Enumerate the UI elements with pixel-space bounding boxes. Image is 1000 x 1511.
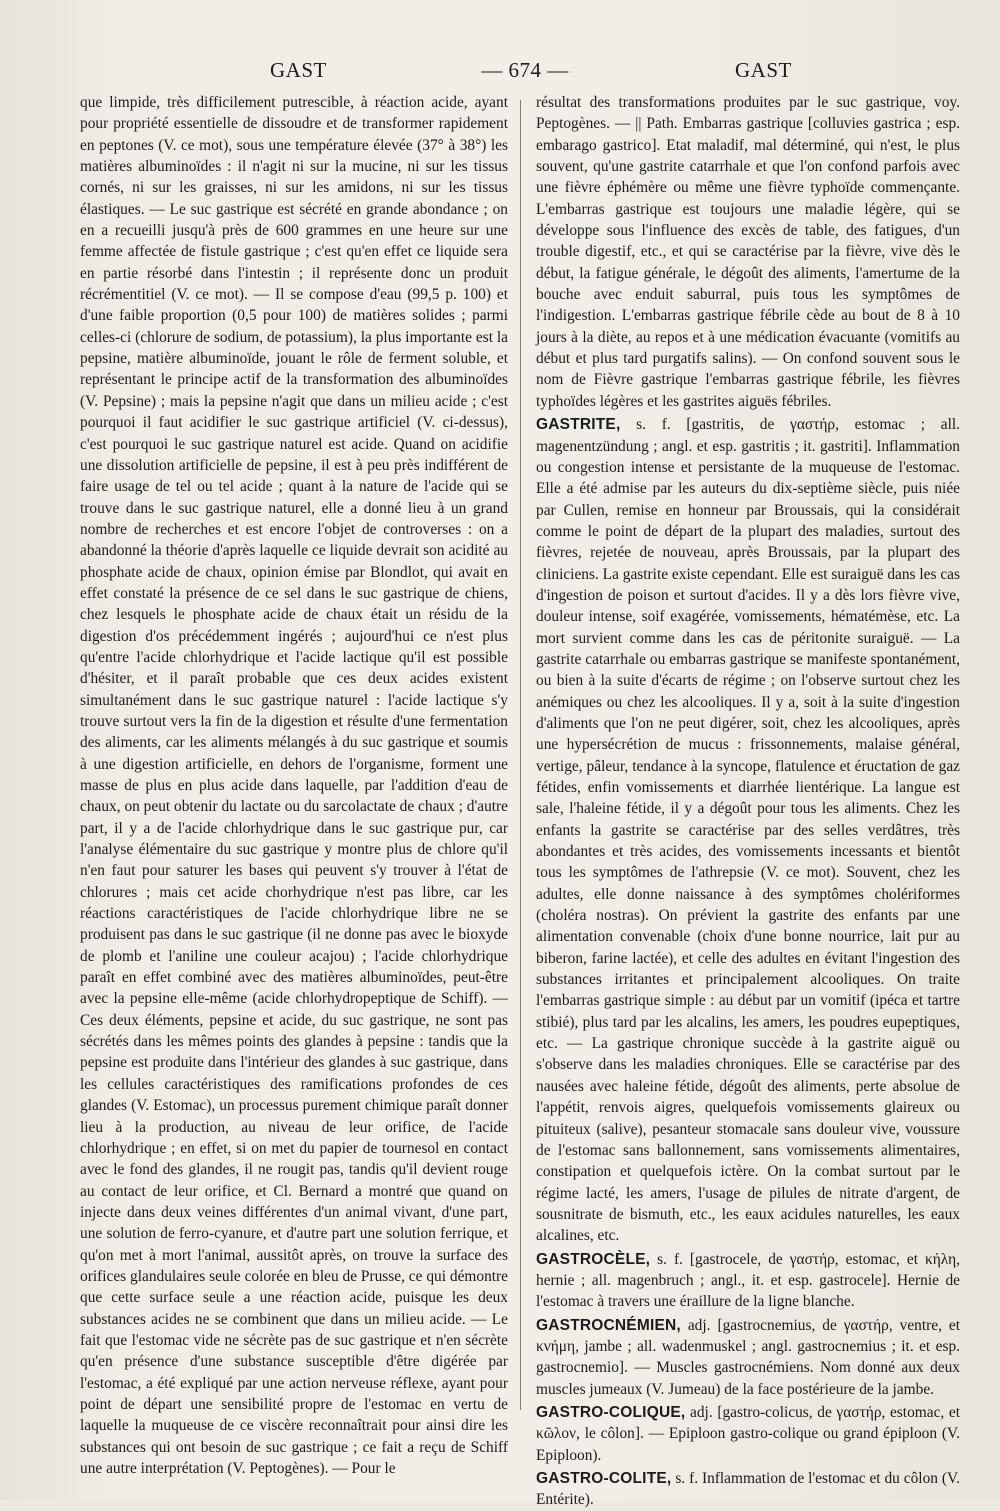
left-column-text: que limpide, très difficilement putrescible, à réaction acide, ayant pour propriété essentielle de dissoudre et de transformer rapidement en peptones (V. ce mot), sous une température élevée (37° à 38°) les matières albuminoïdes : il n'agit ni sur la mucine, ni sur les tissus cornés, ni sur les graisses, ni sur les amidons, ni sur les tissus élastiques. — Le suc gastrique est sécrété en grande abondance ; on en a recueilli jusqu'à près de 600 grammes en une heure sur une femme affectée de fistule gastrique ; c'est qu'en effet ce liquide sera en partie résorbé dans l'intestin ; il représente donc un produit récrémentitiel (V. ce mot). — Il se compose d'eau (99,5 p. 100) et d'une faible proportion (0,5 pour 100) de matières solides ; parmi celles-ci (chlorure de sodium, de potassium), la plus importante est la pepsine, matière albuminoïde, jouant le rôle de ferment soluble, et représentant le principe actif de la transformation des albuminoïdes (V. Pepsine) ; mais la pepsine n'agit que dans un milieu acide ; c'est pourquoi il faut acidifier le suc gastrique artificiel (V. ci-dessus), c'est pourquoi le suc gastrique naturel est acide. Quand on acidifie une dissolution artificielle de pepsine, il est à peu près indifférent de faire usage de tel ou tel acide ; quant à la nature de l'acide qui se trouve dans le suc gastrique naturel, elle a donné lieu à un grand nombre de recherches et est encore l'objet de controverses : on a abandonné la théorie d'après laquelle ce liquide devrait son acidité au phosphate acide de chaux, opinion émise par Blondlot, qui avait en effet constaté la présence de ce sel dans le suc gastrique de chiens, chez lesquels le phosphate acide de chaux était un résidu de la digestion d'os précédemment ingérés ; aujourd'hui ce n'est plus qu'entre l'acide chlorhydrique et l'acide lactique qu'il est possible d'hésiter, et il paraît probable que ces deux acides existent simultanément dans le suc gastrique naturel : l'acide lactique s'y trouve surtout vers la fin de la digestion et résulte d'une fermentation des aliments, car les aliments mélangés à du suc gastrique et soumis à une digestion artificielle, en dehors de l'organisme, forment une masse de plus en plus acide dans laquelle, par l'addition d'eau de chaux, on peut obtenir du lactate ou du sarcolactate de chaux ; d'autre part, il y a de l'acide chlorhydrique dans le suc gastrique pur, car l'analyse élémentaire du suc gastrique y montre plus de chlore qu'il n'en faut pour saturer les bases qui peuvent s'y trouver à l'état de chlorures ; mais cet acide chorhydrique n'est pas libre, car les réactions caractéristiques de l'acide chlorhydrique libre ne se produisent pas dans le suc gastrique (il ne donne pas avec le bioxyde de plomb et l'aniline une couleur acajou) ; l'acide chlorhydrique paraît en effet combiné avec des matières albuminoïdes, peut-être avec la pepsine elle-même (acide chlorhydropeptique de Schiff). — Ces deux éléments, pepsine et acide, du suc gastrique, ne sont pas sécrétés dans les mêmes points des glandes à pepsine : tandis que la pepsine est produite dans l'intérieur des glandes à suc gastrique, dans les cellules caractéristiques des ramifications profondes de ces glandes (V. Estomac), un processus purement chimique paraît donner lieu à la production, au niveau de leur orifice, de l'acide chlorhydrique ; en effet, si on met du papier de tournesol en contact avec le fond des glandes, il ne rougit pas, tandis qu'il devient rouge au contact de leur orifice, et Cl. Bernard a montré que quand on injecte dans deux veines différentes d'un animal vivant, d'une part, une solution de ferro-cyanure, et d'autre part une solution ferrique, et qu'on met à mort l'animal, aussitôt après, on trouve la surface des orifices glandulaires seule colorée en bleu de Prusse, ce qui démontre que cette surface seule a une réaction acide, puisque les deux substances acides ne se combinent que dans un milieu acide. — Le fait que l'estomac vide ne sécrète pas de suc gastrique et n'en sécrète qu'en présence d'une substance susceptible d'être digérée par l'estomac, a été expliqué par une action nerveuse réflexe, ayant pour point de départ une sensibilité propre de l'estomac en vertu de laquelle la muqueuse de ce viscère reconnaîtrait pour ainsi dire les substances qui ont besoin de suc gastrique ; ce fait a reçu de Schiff une autre interprétation (V. Peptogènes). — Pour le [80,94,508,1477]
entry-gastro-colique [536,1402,960,1466]
running-header [0,58,1000,88]
entry-gastrocnemien [536,1315,960,1400]
entry-gastrocele [536,1249,960,1313]
headword-gastrocele: GASTROCÈLE, [536,1250,651,1268]
page-number: — 674 — [481,58,569,82]
headword-gastrite: GASTRITE, [536,416,621,434]
right-column [536,92,960,1511]
definition-gastrocnemien: adj. [gastrocnemius, de γαστήρ, ventre, et κνήμη, jambe ; all. wadenmuskel ; angl. gastrocnemius ; it. et esp. gastrocnemio]. — Muscles gastrocnémiens. Nom donné aux deux muscles jumeaux (V. Jumeau) de la face postérieure de la jambe. [536,1316,960,1398]
definition-gastrite: s. f. [gastritis, de γαστήρ, estomac ; all. magenentzündung ; angl. et esp. gastritis ; it. gastriti]. Inflammation ou congestion intense et persistante de la muqueuse de l'estomac. Elle a été admise par les auteurs du dix-septième siècle, puis niée par Cullen, remise en honneur par Broussais, qui la considérait comme le point de départ de la plupart des maladies, surtout des fièvres, rejetée de nouveau, après Broussais, par la plupart des cliniciens. La gastrite existe cependant. Elle est suraiguë dans les cas d'ingestion de poison et surtout d'acides. Il y a dès lors fièvre vive, douleur intense, soif exagérée, vomissements, hématémèse, etc. La mort survient comme dans les cas de péritonite suraiguë. — La gastrite catarrhale ou embarras gastrique se manifeste spontanément, ou bien à la suite d'écarts de régime ; on l'observe surtout chez les anémiques ou chez les alcooliques. Il y a, soit à la suite d'ingestion d'aliments que l'on ne peut digérer, soit, chez les alcooliques, après une hypersécrétion de mucus : frissonnements, malaise général, vertige, pâleur, tendance à la syncope, flatulence et éructation de gaz fétides, enfin vomissements et diarrhée lientérique. La langue est sale, l'haleine fétide, il y a dégoût pour tous les aliments. Chez les enfants la gastrite se caractérise par des selles verdâtres, très abondantes et très acides, des vomissements incessants et bientôt tous les symptômes de l'athrepsie (V. ce mot). Souvent, chez les adultes, elle donne naissance à des symptômes cholériformes (choléra nostras). On prévient la gastrite des enfants par une alimentation convenable (choix d'une bonne nourrice, lait pur au biberon, farine lactée), et celle des adultes en évitant l'ingestion des substances irritantes et principalement alcooliques. On traite l'embarras gastrique simple : au début par un vomitif (ipéca et tartre stibié), plus tard par les alcalins, les amers, les poudres eupeptiques, etc. — La gastrique chronique succède à la gastrite aiguë ou s'observe dans les maladies chroniques. Elle se caractérise par des nausées avec haleine fétide, dégoût des aliments, perte absolue de l'appétit, renvois aigres, quelquefois vomissements glaireux ou pituiteux (salive), pesanteur stomacale sans douleur vive, voussure de l'estomac sans ballonnement, sans vomissements alimentaires, constipation et quelquefois ictère. On la combat surtout par le régime lacté, les amers, l'usage de pilules de nitrate d'argent, de sousnitrate de bismuth, etc., les eaux acidules naturelles, les eaux alcalines, etc. [536,416,960,1245]
entry-gastro-colite [536,1468,960,1511]
column-divider [520,100,521,1410]
entry-gastrite [536,414,960,1246]
headword-gastro-colite: GASTRO-COLITE, [536,1470,672,1487]
definition-gastrocele: s. f. [gastrocele, de γαστήρ, estomac, et κήλη, hernie ; all. magenbruch ; angl., it. et esp. gastrocele]. Hernie de l'estomac à travers une éraillure de la ligne blanche. [536,1250,960,1311]
definition-gastro-colique: adj. [gastro-colicus, de γαστήρ, estomac, et κῶλον, le côlon]. — Epiploon gastro-colique ou grand épiploon (V. Epiploon). [536,1403,960,1464]
definition-gastro-colite: s. f. Inflammation de l'estomac et du côlon (V. Entérite). [536,1470,960,1509]
right-column-intro: résultat des transformations produites par le suc gastrique, voy. Peptogènes. — || Path. Embarras gastrique [colluvies gastrica ; esp. embarago gastrico]. Etat maladif, mal déterminé, qui n'est, le plus souvent, qu'une gastrite catarrhale et que l'on confond parfois avec une fièvre éphémère ou même une fièvre typhoïde commençante. L'embarras gastrique est toujours une maladie légère, qui se développe sous l'influence des excès de table, des fatigues, d'un trouble digestif, etc., et qui se caractérise par la fièvre, vive dès le début, la fatigue générale, le dégoût des aliments, l'amertume de la bouche avec enduit saburral, puis tous les symptômes de l'indigestion. L'embarras gastrique fébrile cède au bout de 8 à 10 jours à la diète, au repos et à une médication évacuante (vomitifs au début et plus tard purgatifs salins). — On confond souvent sous le nom de Fièvre gastrique l'embarras gastrique fébrile, les fièvres typhoïdes légères et les gastrites aiguës fébriles. [536,94,960,410]
header-right-word: GAST [735,58,792,82]
header-left-word: GAST [270,58,327,82]
left-column [80,92,508,1479]
headword-gastrocnemien: GASTROCNÉMIEN, [536,1316,681,1334]
headword-gastro-colique: GASTRO-COLIQUE, [536,1403,686,1421]
